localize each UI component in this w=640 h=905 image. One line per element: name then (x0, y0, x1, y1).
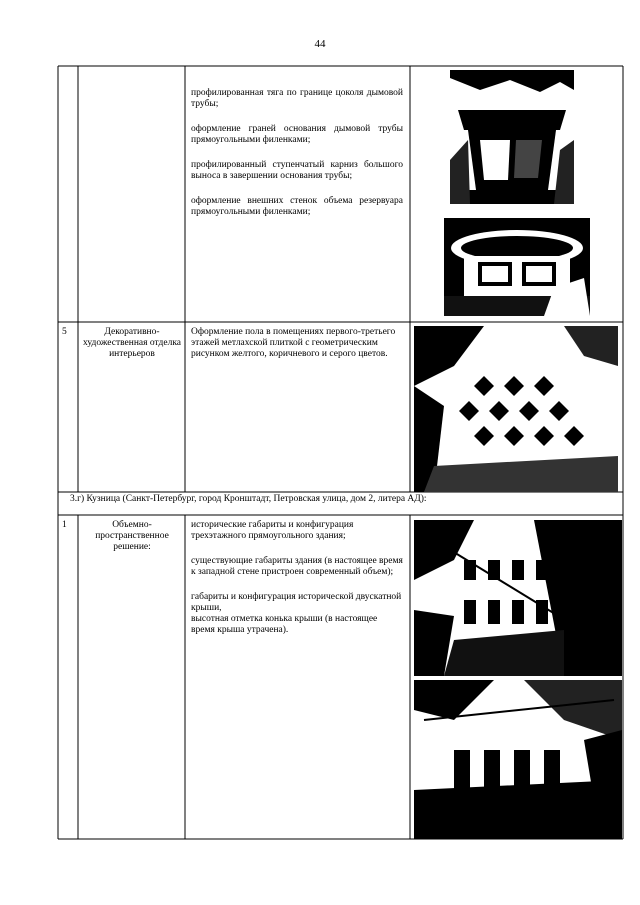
list-item: высотная отметка конька крыши (в настоящее время крыша утрачена). (191, 614, 378, 635)
row1-name: Объемно-пространственное решение: (95, 520, 169, 552)
reservoir-photo (444, 218, 590, 316)
row-number-5: 5 (62, 327, 67, 337)
list-item: габариты и конфигурация исторической двускатной крыши, (191, 592, 402, 613)
row5-description (191, 327, 403, 360)
row5-name: Декоративно-художественная отделка интерьеров (82, 327, 182, 359)
prev-row-description (191, 88, 403, 232)
forge-detail-photo (414, 680, 622, 839)
row1-description (191, 520, 403, 636)
page-number: 44 (314, 38, 326, 50)
list-item: существующие габариты здания (в настоящее время к западной стене пристроен современный объем); (191, 556, 403, 577)
chimney-base-photo (450, 70, 574, 204)
list-item: исторические габариты и конфигурация трехэтажного прямоугольного здания; (191, 520, 354, 541)
row-number-1: 1 (62, 520, 67, 530)
list-item: оформление внешних стенок объема резервуара прямоугольными филенками; (191, 196, 403, 217)
list-item: оформление граней основания дымовой трубы прямоугольными филенками; (191, 124, 403, 145)
row5-description-text: Оформление пола в помещениях первого-третьего этажей метлахской плиткой с геометрическим рисунком желтого, коричневого и серого цветов. (191, 327, 396, 359)
list-item: профилированная тяга по границе цоколя дымовой трубы; (191, 88, 403, 109)
section-title: 3.г) Кузница (Санкт-Петербург, город Кронштадт, Петровская улица, дом 2, литера АД): (70, 494, 427, 504)
list-item: профилированный ступенчатый карниз большого выноса в завершении основания трубы; (191, 160, 403, 181)
tile-floor-photo (414, 326, 618, 492)
forge-facade-photo (414, 520, 622, 676)
